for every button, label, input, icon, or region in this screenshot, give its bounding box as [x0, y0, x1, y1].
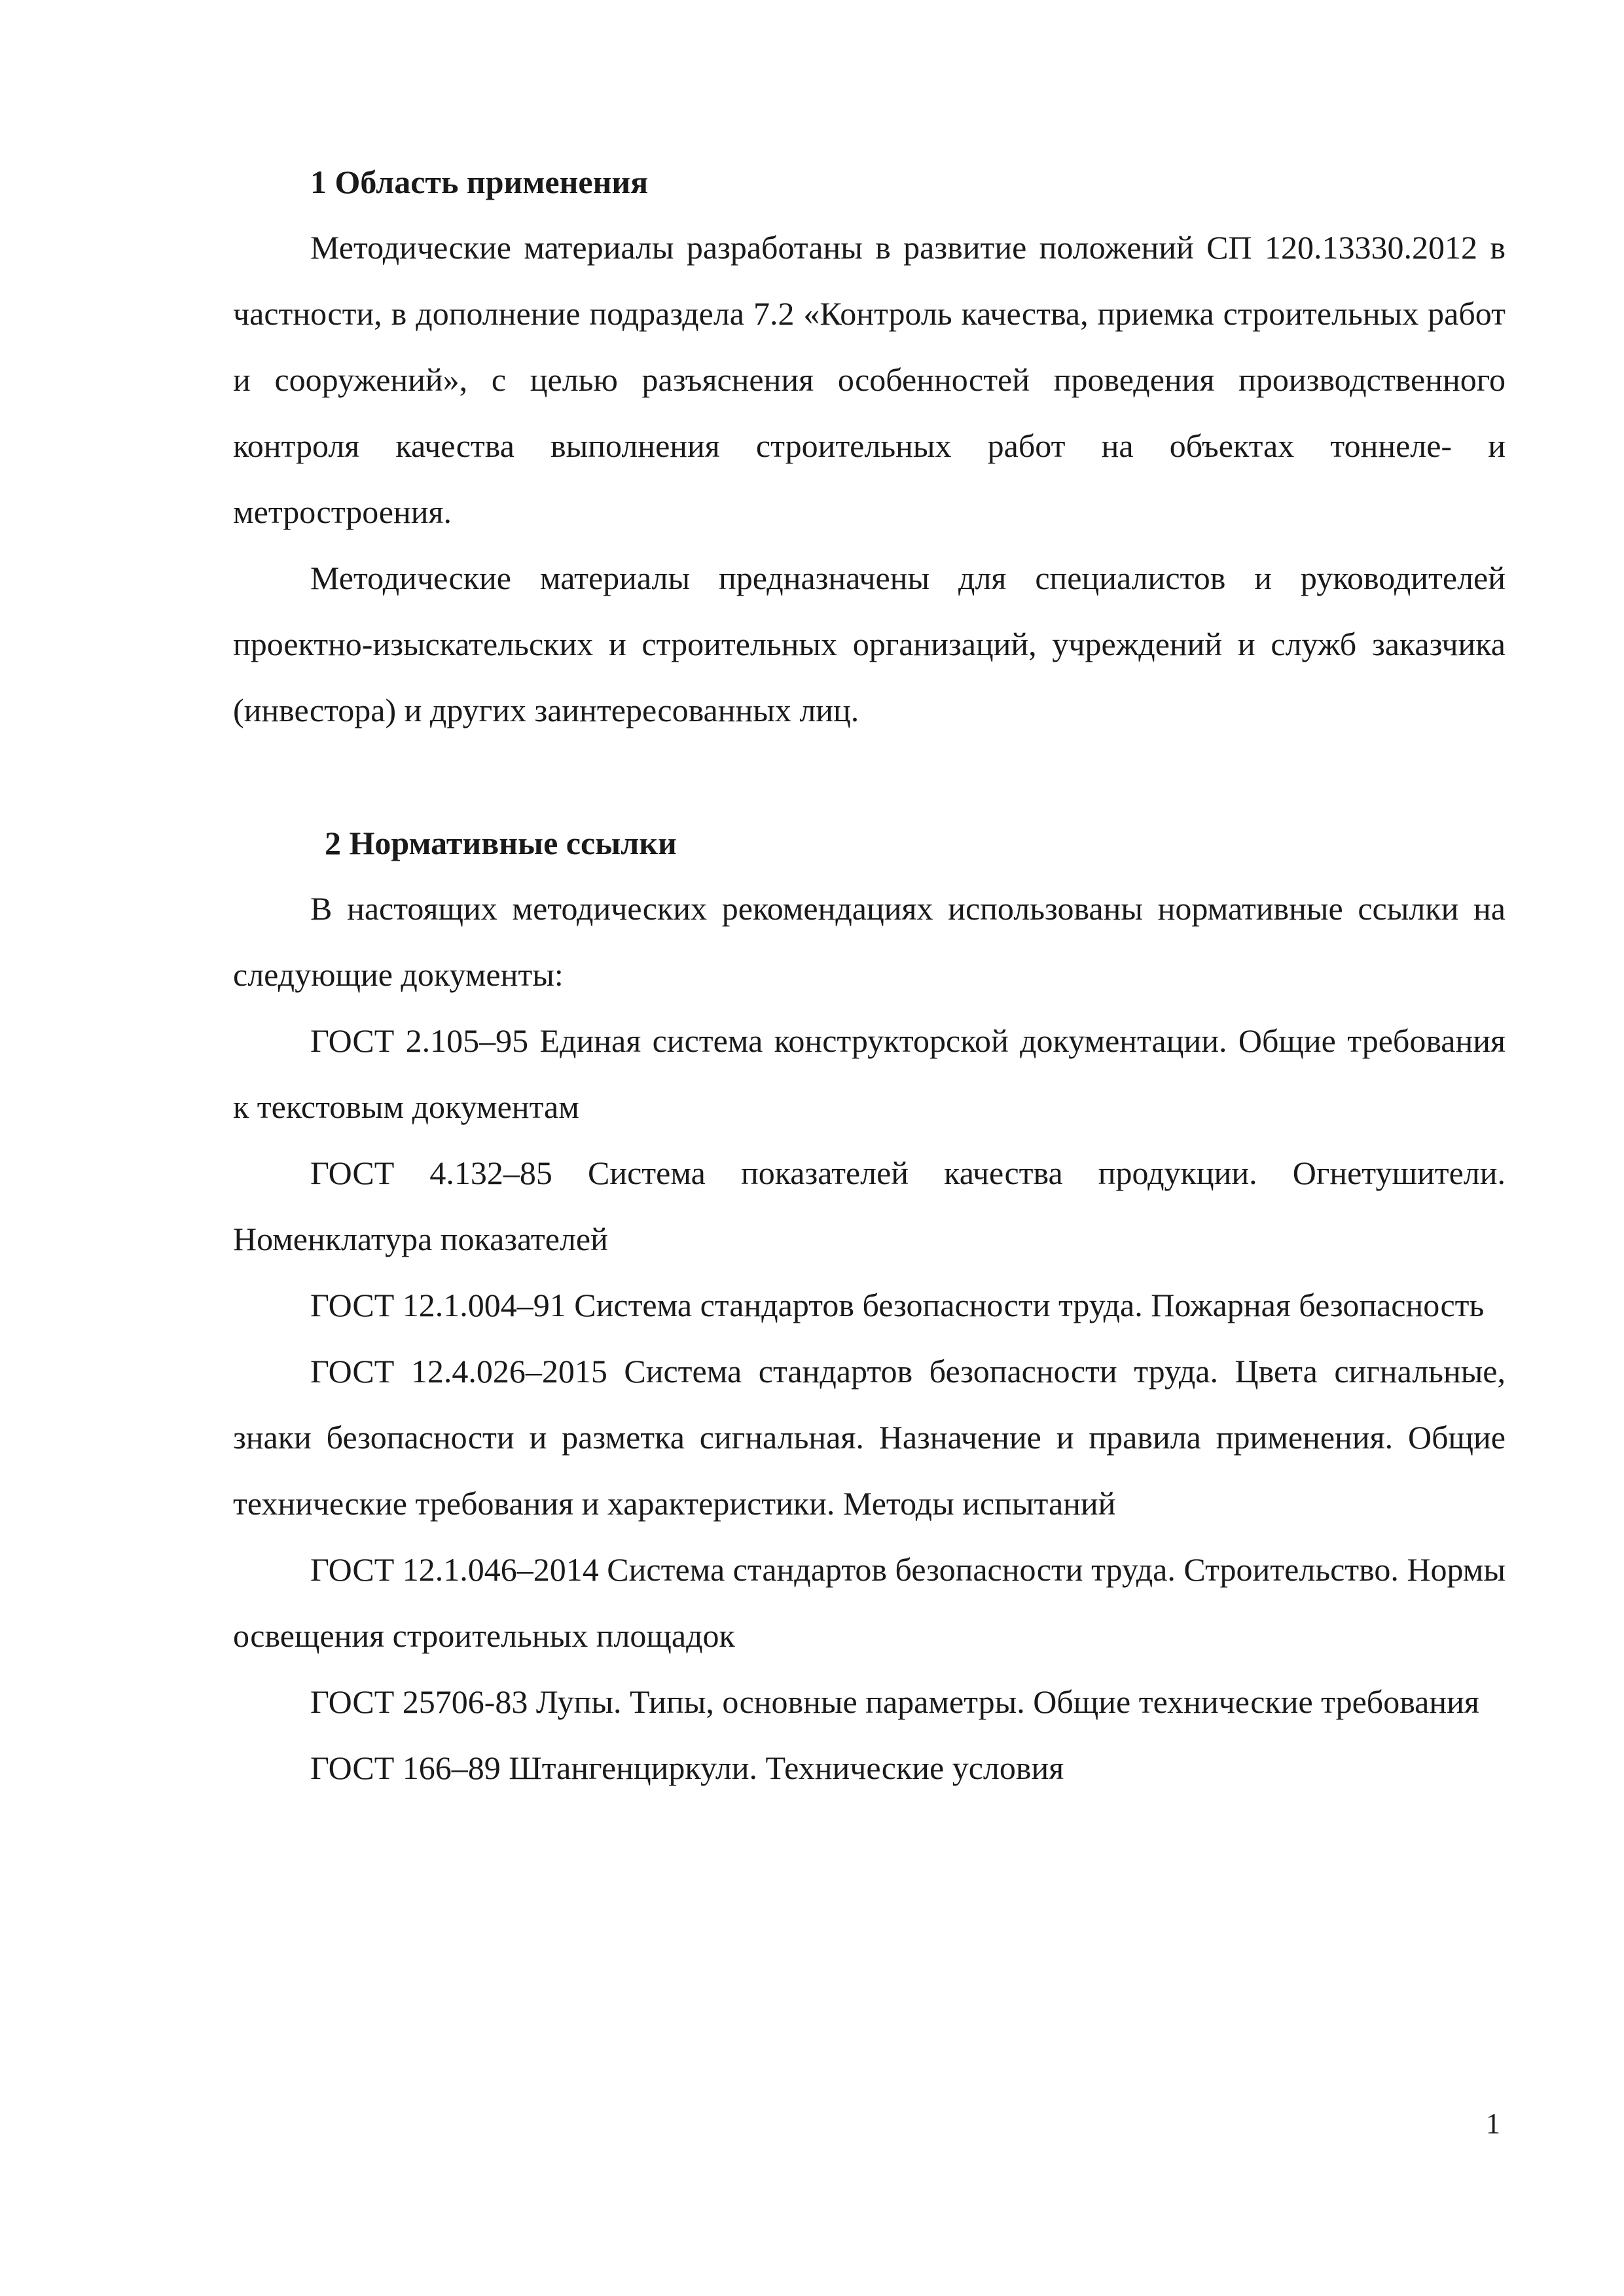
reference-item: ГОСТ 25706-83 Лупы. Типы, основные параметры. Общие технические требования: [310, 1683, 1479, 1720]
reference-item: ГОСТ 12.1.004–91 Система стандартов безопасности труда. Пожарная безопасность: [310, 1287, 1485, 1323]
paragraph: Методические материалы разработаны в развитие положений СП 120.13330.2012 в частности, в дополнение подраздела 7.2 «Контроль качества, приемка строительных работ и сооружений», с целью разъяснения особенностей проведения производственного контроля качества выполнения строительных работ на объектах тоннеле- и метростроения.: [233, 229, 1506, 530]
reference-item: ГОСТ 2.105–95 Единая система конструкторской документации. Общие требования к текстовым документам: [233, 1022, 1506, 1125]
section-heading-scope: 1 Область применения: [310, 164, 649, 200]
reference-item: ГОСТ 166–89 Штангенциркули. Технические условия: [310, 1749, 1064, 1786]
page-number: 1: [1486, 2108, 1500, 2140]
section-heading-references: 2 Нормативные ссылки: [325, 825, 677, 861]
reference-item: ГОСТ 12.4.026–2015 Система стандартов безопасности труда. Цвета сигнальные, знаки безопасности и разметка сигнальная. Назначение и правила применения. Общие технические требования и характеристики. Методы испытаний: [233, 1353, 1506, 1522]
document-body: [233, 149, 1506, 1801]
reference-item: ГОСТ 4.132–85 Система показателей качества продукции. Огнетушители. Номенклатура показателей: [233, 1155, 1506, 1257]
section-scope: [233, 149, 1506, 744]
reference-item: ГОСТ 12.1.046–2014 Система стандартов безопасности труда. Строительство. Нормы освещения строительных площадок: [233, 1551, 1506, 1654]
section-normative-references: [233, 810, 1506, 1801]
paragraph: Методические материалы предназначены для специалистов и руководителей проектно-изыскательских и строительных организаций, учреждений и служб заказчика (инвестора) и других заинтересованных лиц.: [233, 560, 1506, 728]
paragraph-intro: В настоящих методических рекомендациях использованы нормативные ссылки на следующие документы:: [233, 890, 1506, 993]
